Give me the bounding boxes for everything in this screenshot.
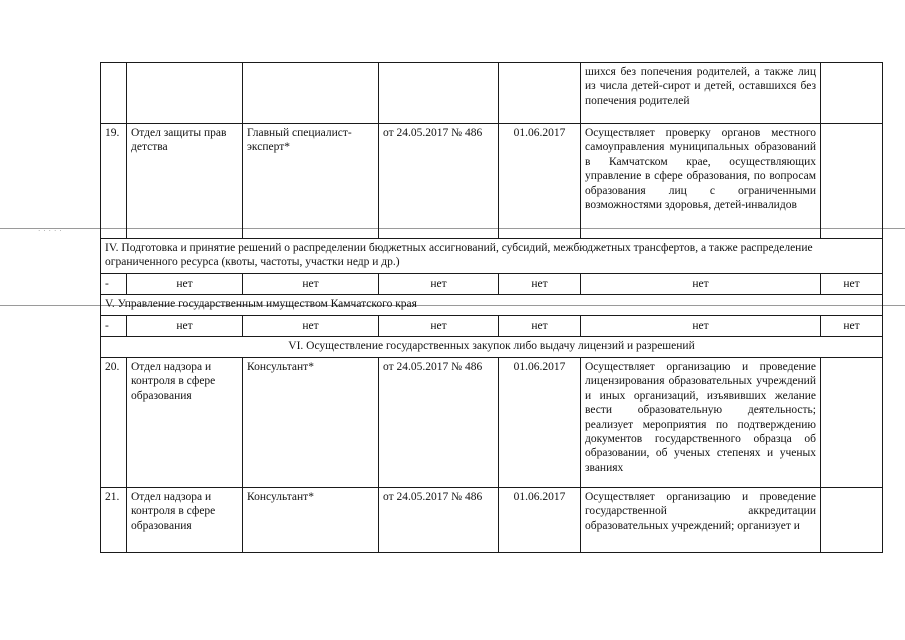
cell-description: шихся без попечения родителей, а также лиц из числа детей-сирот и детей, оставшихся без попечения родителей bbox=[581, 63, 821, 124]
cell-order bbox=[379, 63, 499, 124]
cell-date: 01.06.2017 bbox=[499, 358, 581, 488]
cell-description: Осуществляет организацию и проведение лицензирования образовательных учреждений и иных организаций, изъявивших желание вести образовательную деятельность; реализует мероприятия по подтверждению документов государственного образца об образовании, об ученых степенях и ученых званиях bbox=[581, 358, 821, 488]
cell-dept: нет bbox=[127, 316, 243, 337]
cell-note bbox=[821, 488, 883, 553]
cell-note bbox=[821, 124, 883, 239]
cell-dept: Отдел защиты прав детства bbox=[127, 124, 243, 239]
cell-note bbox=[821, 63, 883, 124]
cell-date: нет bbox=[499, 316, 581, 337]
table-row-19 bbox=[101, 124, 883, 239]
cell-description: нет bbox=[581, 316, 821, 337]
cell-dash: - bbox=[101, 316, 127, 337]
cell-date: нет bbox=[499, 274, 581, 295]
cell-note: нет bbox=[821, 274, 883, 295]
cell-num bbox=[101, 63, 127, 124]
cell-dash: - bbox=[101, 274, 127, 295]
scan-artifact-dots: ····· bbox=[38, 227, 65, 235]
cell-num: 20. bbox=[101, 358, 127, 488]
section-4-title: IV. Подготовка и принятие решений о распределении бюджетных ассигнований, субсидий, межбюджетных трансфертов, а также распределение ограниченного ресурса (квоты, частоты, участки недр и др.) bbox=[101, 239, 883, 274]
cell-order: от 24.05.2017 № 486 bbox=[379, 124, 499, 239]
table-row-20 bbox=[101, 358, 883, 488]
cell-description: нет bbox=[581, 274, 821, 295]
cell-position: нет bbox=[243, 316, 379, 337]
cell-position: нет bbox=[243, 274, 379, 295]
cell-dept: нет bbox=[127, 274, 243, 295]
cell-note bbox=[821, 358, 883, 488]
cell-order: от 24.05.2017 № 486 bbox=[379, 358, 499, 488]
cell-date: 01.06.2017 bbox=[499, 488, 581, 553]
cell-order: от 24.05.2017 № 486 bbox=[379, 488, 499, 553]
cell-description: Осуществляет проверку органов местного самоуправления муниципальных образований в Камчатском крае, осуществляющих управление в сфере образования, по вопросам образования лиц с ограниченными возможностями здоровья, детей-инвалидов bbox=[581, 124, 821, 239]
cell-dept bbox=[127, 63, 243, 124]
table-row-section-5 bbox=[101, 316, 883, 337]
cell-position: Главный специалист-эксперт* bbox=[243, 124, 379, 239]
cell-dept: Отдел надзора и контроля в сфере образования bbox=[127, 358, 243, 488]
cell-dept: Отдел надзора и контроля в сфере образования bbox=[127, 488, 243, 553]
cell-date: 01.06.2017 bbox=[499, 124, 581, 239]
section-heading-row-4 bbox=[101, 239, 883, 274]
section-6-title: VI. Осуществление государственных закупок либо выдачу лицензий и разрешений bbox=[101, 337, 883, 358]
table-row-section-4 bbox=[101, 274, 883, 295]
cell-description: Осуществляет организацию и проведение государственной аккредитации образовательных учреждений; организует и bbox=[581, 488, 821, 553]
cell-date bbox=[499, 63, 581, 124]
cell-position: Консультант* bbox=[243, 358, 379, 488]
cell-order: нет bbox=[379, 316, 499, 337]
table-row-continuation bbox=[101, 63, 883, 124]
cell-position bbox=[243, 63, 379, 124]
document-table bbox=[100, 62, 883, 553]
cell-position: Консультант* bbox=[243, 488, 379, 553]
section-heading-row-6 bbox=[101, 337, 883, 358]
cell-num: 19. bbox=[101, 124, 127, 239]
cell-note: нет bbox=[821, 316, 883, 337]
table-row-21 bbox=[101, 488, 883, 553]
section-5-title: V. Управление государственным имуществом Камчатского края bbox=[101, 295, 883, 316]
section-heading-row-5 bbox=[101, 295, 883, 316]
cell-order: нет bbox=[379, 274, 499, 295]
cell-num: 21. bbox=[101, 488, 127, 553]
